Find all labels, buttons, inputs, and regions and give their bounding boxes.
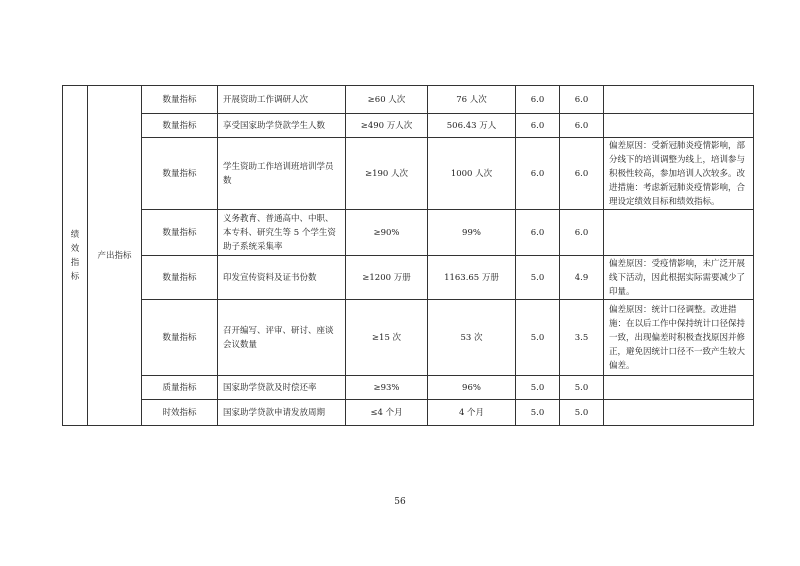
- score: 5.0: [560, 376, 604, 400]
- actual-value: 1163.65 万册: [428, 256, 516, 300]
- target-value: ≥15 次: [346, 300, 428, 376]
- weight: 5.0: [516, 256, 560, 300]
- weight: 5.0: [516, 400, 560, 426]
- score: 6.0: [560, 138, 604, 210]
- indicator-type: 数量指标: [142, 210, 218, 256]
- indicator-type: 时效指标: [142, 400, 218, 426]
- indicator-name: 开展资助工作调研人次: [218, 86, 346, 114]
- target-value: ≥90%: [346, 210, 428, 256]
- category-label: 产出指标: [88, 86, 142, 426]
- score: 5.0: [560, 400, 604, 426]
- indicator-type: 数量指标: [142, 86, 218, 114]
- actual-value: 506.43 万人: [428, 114, 516, 138]
- indicator-name: 享受国家助学贷款学生人数: [218, 114, 346, 138]
- note: 偏差原因：统计口径调整。改进措施：在以后工作中保持统计口径保持一致，出现偏差时积极查找原因并修正，避免因统计口径不一致产生较大偏差。: [604, 300, 754, 376]
- actual-value: 99%: [428, 210, 516, 256]
- actual-value: 4 个月: [428, 400, 516, 426]
- indicator-type: 数量指标: [142, 300, 218, 376]
- indicator-name: 义务教育、普通高中、中职、本专科、研究生等 5 个学生资助子系统采集率: [218, 210, 346, 256]
- table-row: [63, 300, 754, 376]
- indicator-type: 质量指标: [142, 376, 218, 400]
- indicator-type: 数量指标: [142, 114, 218, 138]
- weight: 6.0: [516, 210, 560, 256]
- score: 6.0: [560, 86, 604, 114]
- indicator-name: 学生资助工作培训班培训学员数: [218, 138, 346, 210]
- target-value: ≥93%: [346, 376, 428, 400]
- table-row: [63, 114, 754, 138]
- score: 3.5: [560, 300, 604, 376]
- weight: 6.0: [516, 114, 560, 138]
- indicator-name: 国家助学贷款及时偿还率: [218, 376, 346, 400]
- actual-value: 53 次: [428, 300, 516, 376]
- note: 偏差原因：受疫情影响，未广泛开展线下活动，因此根据实际需要减少了印量。: [604, 256, 754, 300]
- outer-label-cell: [63, 86, 88, 426]
- outer-label: 绩效指标: [70, 229, 80, 282]
- target-value: ≥190 人次: [346, 138, 428, 210]
- weight: 6.0: [516, 138, 560, 210]
- actual-value: 96%: [428, 376, 516, 400]
- weight: 6.0: [516, 86, 560, 114]
- indicator-type: 数量指标: [142, 138, 218, 210]
- actual-value: 1000 人次: [428, 138, 516, 210]
- table-row: [63, 210, 754, 256]
- table-row: [63, 400, 754, 426]
- page-number: 56: [394, 497, 406, 507]
- score: 4.9: [560, 256, 604, 300]
- performance-indicator-table: [62, 85, 754, 426]
- table-row: [63, 256, 754, 300]
- note: [604, 86, 754, 114]
- note: [604, 400, 754, 426]
- target-value: ≤4 个月: [346, 400, 428, 426]
- indicator-name: 国家助学贷款申请发放周期: [218, 400, 346, 426]
- indicator-name: 印发宣传资料及证书份数: [218, 256, 346, 300]
- weight: 5.0: [516, 376, 560, 400]
- score: 6.0: [560, 210, 604, 256]
- note: [604, 114, 754, 138]
- indicator-type: 数量指标: [142, 256, 218, 300]
- table-row: [63, 138, 754, 210]
- note: [604, 210, 754, 256]
- target-value: ≥490 万人次: [346, 114, 428, 138]
- table-row: [63, 376, 754, 400]
- indicator-name: 召开编写、评审、研讨、座谈会议数量: [218, 300, 346, 376]
- note: 偏差原因：受新冠肺炎疫情影响，部分线下的培训调整为线上，培训参与积极性较高，参加培训人次较多。改进措施：考虑新冠肺炎疫情影响，合理设定绩效目标和绩效指标。: [604, 138, 754, 210]
- weight: 5.0: [516, 300, 560, 376]
- score: 6.0: [560, 114, 604, 138]
- note: [604, 376, 754, 400]
- table-row: [63, 86, 754, 114]
- target-value: ≥1200 万册: [346, 256, 428, 300]
- actual-value: 76 人次: [428, 86, 516, 114]
- target-value: ≥60 人次: [346, 86, 428, 114]
